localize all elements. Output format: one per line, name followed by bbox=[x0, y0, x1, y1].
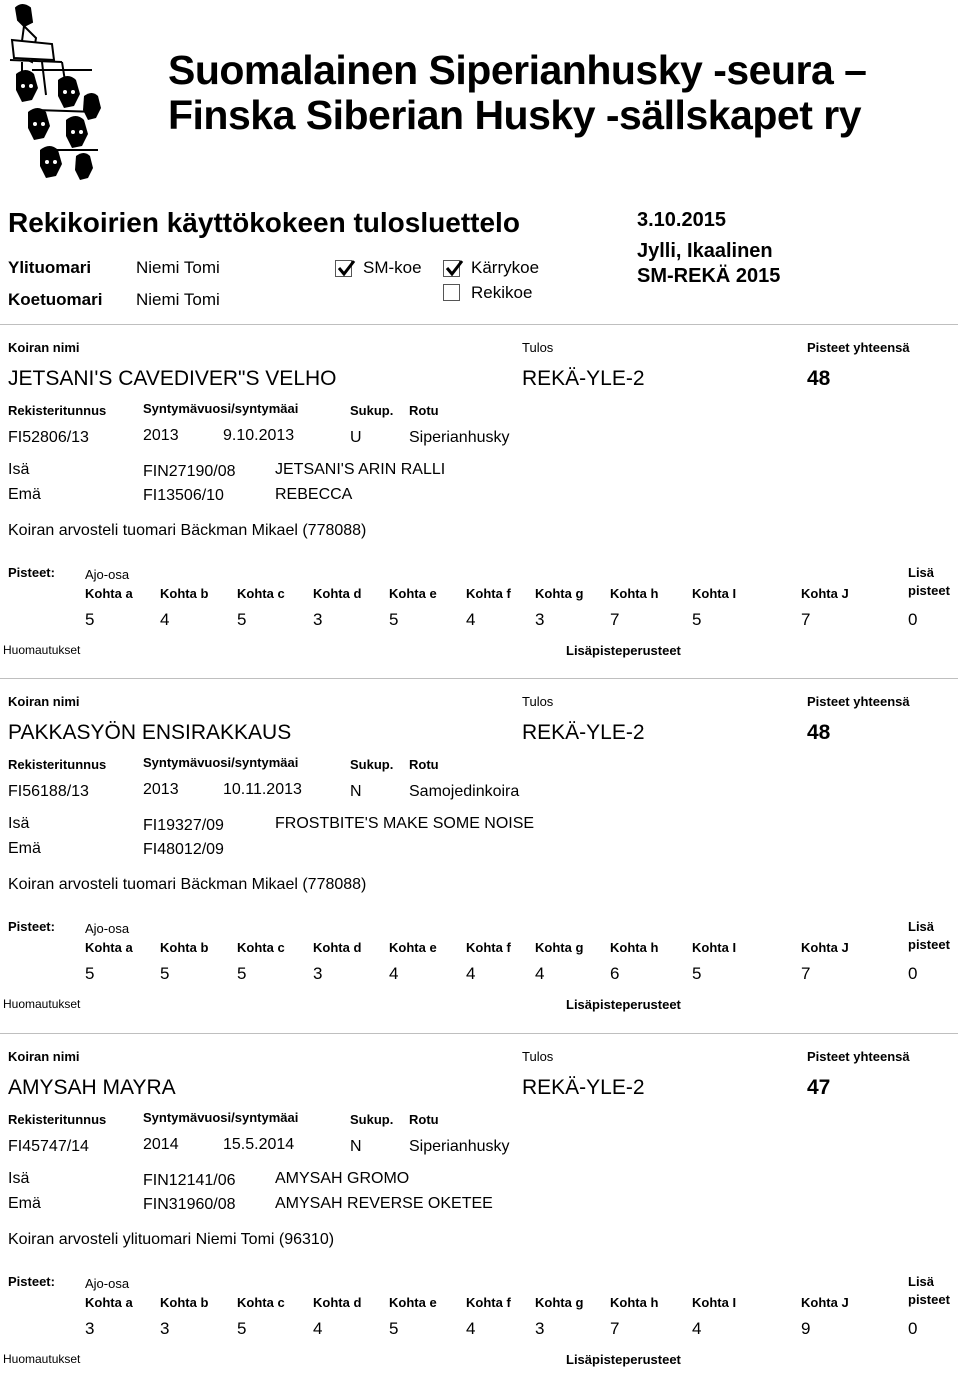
section-header-8: Kohta I bbox=[692, 1295, 737, 1310]
section-score: 3 bbox=[85, 1319, 95, 1338]
extra-points-label-top: Lisä bbox=[908, 1274, 935, 1289]
section-header-0: Kohta a bbox=[85, 1295, 133, 1310]
section-header-6: Kohta g bbox=[535, 586, 584, 601]
section-score: 4 bbox=[466, 1319, 476, 1338]
section-header-5: Kohta f bbox=[466, 586, 511, 601]
divider bbox=[0, 678, 958, 679]
karrykoe-label: Kärrykoe bbox=[471, 258, 540, 277]
sire-name: AMYSAH GROMO bbox=[275, 1170, 410, 1187]
event-name: SM-REKÄ 2015 bbox=[637, 265, 781, 287]
judged-by: Koiran arvosteli tuomari Bäckman Mikael (778088) bbox=[8, 522, 367, 539]
extra-points-value: 0 bbox=[908, 610, 918, 629]
event-place: Jylli, Ikaalinen bbox=[637, 240, 773, 262]
reg-number: FI52806/13 bbox=[8, 429, 89, 446]
section-score: 5 bbox=[85, 964, 95, 983]
sex: N bbox=[350, 783, 362, 800]
trial-judge-value: Niemi Tomi bbox=[136, 290, 220, 309]
section-header-9: Kohta J bbox=[801, 586, 849, 601]
event-date: 3.10.2015 bbox=[637, 209, 726, 231]
sire-reg: FI19327/09 bbox=[143, 817, 224, 834]
karrykoe-checkbox[interactable] bbox=[443, 260, 460, 277]
birth-year: 2013 bbox=[143, 781, 179, 798]
section-score: 6 bbox=[610, 964, 620, 983]
section-score: 4 bbox=[160, 610, 170, 629]
section-header-7: Kohta h bbox=[610, 1295, 659, 1310]
husky-sled-logo bbox=[2, 0, 114, 196]
sex-label: Sukup. bbox=[350, 757, 394, 772]
section-header-8: Kohta I bbox=[692, 940, 737, 955]
section-score: 9 bbox=[801, 1319, 811, 1338]
section-score: 3 bbox=[160, 1319, 170, 1338]
ajo-osa-label: Ajo-osa bbox=[85, 567, 130, 582]
section-score: 5 bbox=[389, 610, 399, 629]
judged-by: Koiran arvosteli tuomari Bäckman Mikael (778088) bbox=[8, 876, 367, 893]
sm-koe-checkbox[interactable] bbox=[335, 260, 352, 277]
section-score: 4 bbox=[466, 610, 476, 629]
extra-points-value: 0 bbox=[908, 1319, 918, 1338]
dog-name: AMYSAH MAYRA bbox=[8, 1076, 176, 1099]
points-label: Pisteet: bbox=[8, 1274, 55, 1289]
section-header-2: Kohta c bbox=[237, 1295, 285, 1310]
sire-reg: FIN12141/06 bbox=[143, 1172, 236, 1189]
sire-name: JETSANI'S ARIN RALLI bbox=[275, 461, 446, 478]
rekikoe-label: Rekikoe bbox=[471, 283, 533, 302]
section-header-5: Kohta f bbox=[466, 940, 511, 955]
sex-label: Sukup. bbox=[350, 403, 394, 418]
birth-year: 2013 bbox=[143, 427, 179, 444]
breed-label: Rotu bbox=[409, 1112, 439, 1127]
section-score: 5 bbox=[692, 964, 702, 983]
section-header-0: Kohta a bbox=[85, 586, 133, 601]
section-score: 4 bbox=[313, 1319, 323, 1338]
section-score: 4 bbox=[466, 964, 476, 983]
dog-total: 48 bbox=[807, 721, 831, 744]
section-score: 3 bbox=[535, 1319, 545, 1338]
dam-reg: FI13506/10 bbox=[143, 487, 224, 504]
points-label: Pisteet: bbox=[8, 919, 55, 934]
dog-name: PAKKASYÖN ENSIRAKKAUS bbox=[8, 721, 292, 744]
birth-date: 10.11.2013 bbox=[223, 781, 302, 798]
section-score: 5 bbox=[237, 964, 247, 983]
section-score: 4 bbox=[535, 964, 545, 983]
sm-koe-label: SM-koe bbox=[363, 258, 422, 277]
remarks-label: Huomautukset bbox=[3, 643, 81, 657]
section-header-2: Kohta c bbox=[237, 940, 285, 955]
section-header-8: Kohta I bbox=[692, 586, 737, 601]
sire-name: FROSTBITE'S MAKE SOME NOISE bbox=[275, 815, 535, 832]
birth-year: 2014 bbox=[143, 1136, 179, 1153]
extra-points-value: 0 bbox=[908, 964, 918, 983]
section-header-3: Kohta d bbox=[313, 940, 362, 955]
section-header-4: Kohta e bbox=[389, 940, 437, 955]
dog-name: JETSANI'S CAVEDIVER"S VELHO bbox=[8, 367, 337, 390]
birth-date: 15.5.2014 bbox=[223, 1136, 295, 1153]
section-score: 5 bbox=[160, 964, 170, 983]
breed-label: Rotu bbox=[409, 403, 439, 418]
section-header-5: Kohta f bbox=[466, 1295, 511, 1310]
section-score: 5 bbox=[237, 1319, 247, 1338]
trial-judge-label: Koetuomari bbox=[8, 290, 103, 309]
judged-by: Koiran arvosteli ylituomari Niemi Tomi (96310) bbox=[8, 1231, 335, 1248]
section-header-2: Kohta c bbox=[237, 586, 285, 601]
section-header-4: Kohta e bbox=[389, 1295, 437, 1310]
breed-label: Rotu bbox=[409, 757, 439, 772]
section-header-4: Kohta e bbox=[389, 586, 437, 601]
ajo-osa-label: Ajo-osa bbox=[85, 1276, 130, 1291]
chief-judge-label: Ylituomari bbox=[8, 258, 92, 277]
section-score: 4 bbox=[389, 964, 399, 983]
chief-judge-value: Niemi Tomi bbox=[136, 258, 220, 277]
rekikoe-checkbox[interactable] bbox=[443, 284, 460, 301]
breed: Samojedinkoira bbox=[409, 783, 520, 800]
section-score: 5 bbox=[692, 610, 702, 629]
dam-reg: FIN31960/08 bbox=[143, 1196, 236, 1213]
dog-name-label: Koiran nimi bbox=[8, 694, 80, 709]
section-header-0: Kohta a bbox=[85, 940, 133, 955]
sire-label: Isä bbox=[8, 461, 30, 478]
reg-label: Rekisteritunnus bbox=[8, 757, 107, 772]
extra-basis-label: Lisäpisteperusteet bbox=[566, 643, 681, 658]
section-score: 5 bbox=[237, 610, 247, 629]
dog-result: REKÄ-YLE-2 bbox=[522, 1076, 645, 1099]
dam-label: Emä bbox=[8, 840, 41, 857]
section-score: 3 bbox=[535, 610, 545, 629]
dog-result: REKÄ-YLE-2 bbox=[522, 721, 645, 744]
org-name-line1: Suomalainen Siperianhusky -seura – bbox=[168, 47, 867, 93]
dam-name: AMYSAH REVERSE OKETEE bbox=[275, 1195, 493, 1212]
extra-points-label-top: Lisä bbox=[908, 919, 935, 934]
section-header-7: Kohta h bbox=[610, 586, 659, 601]
dog-total: 47 bbox=[807, 1076, 831, 1099]
dam-label: Emä bbox=[8, 486, 41, 503]
reg-number: FI56188/13 bbox=[8, 783, 89, 800]
birth-label: Syntymävuosi/syntymäai bbox=[143, 755, 299, 770]
extra-points-label-bottom: pisteet bbox=[908, 937, 950, 952]
section-score: 7 bbox=[610, 1319, 620, 1338]
section-header-3: Kohta d bbox=[313, 586, 362, 601]
total-label: Pisteet yhteensä bbox=[807, 1049, 910, 1064]
sex: N bbox=[350, 1138, 362, 1155]
result-label: Tulos bbox=[522, 340, 554, 355]
reg-label: Rekisteritunnus bbox=[8, 403, 107, 418]
section-header-9: Kohta J bbox=[801, 1295, 849, 1310]
reg-label: Rekisteritunnus bbox=[8, 1112, 107, 1127]
org-name-line2: Finska Siberian Husky -sällskapet ry bbox=[168, 92, 861, 138]
reg-number: FI45747/14 bbox=[8, 1138, 89, 1155]
extra-basis-label: Lisäpisteperusteet bbox=[566, 1352, 681, 1367]
section-header-1: Kohta b bbox=[160, 1295, 209, 1310]
extra-basis-label: Lisäpisteperusteet bbox=[566, 997, 681, 1012]
sire-label: Isä bbox=[8, 1170, 30, 1187]
birth-label: Syntymävuosi/syntymäai bbox=[143, 401, 299, 416]
sire-label: Isä bbox=[8, 815, 30, 832]
total-label: Pisteet yhteensä bbox=[807, 340, 910, 355]
section-score: 3 bbox=[313, 610, 323, 629]
dog-name-label: Koiran nimi bbox=[8, 340, 80, 355]
dog-name-label: Koiran nimi bbox=[8, 1049, 80, 1064]
dam-label: Emä bbox=[8, 1195, 41, 1212]
extra-points-label-bottom: pisteet bbox=[908, 583, 950, 598]
dog-result: REKÄ-YLE-2 bbox=[522, 367, 645, 390]
section-header-9: Kohta J bbox=[801, 940, 849, 955]
section-score: 7 bbox=[610, 610, 620, 629]
section-header-1: Kohta b bbox=[160, 586, 209, 601]
section-header-6: Kohta g bbox=[535, 1295, 584, 1310]
section-header-3: Kohta d bbox=[313, 1295, 362, 1310]
section-score: 4 bbox=[692, 1319, 702, 1338]
dog-total: 48 bbox=[807, 367, 831, 390]
sex: U bbox=[350, 429, 362, 446]
extra-points-label-top: Lisä bbox=[908, 565, 935, 580]
dam-name: REBECCA bbox=[275, 486, 353, 503]
remarks-label: Huomautukset bbox=[3, 1352, 81, 1366]
result-label: Tulos bbox=[522, 1049, 554, 1064]
total-label: Pisteet yhteensä bbox=[807, 694, 910, 709]
section-score: 3 bbox=[313, 964, 323, 983]
result-label: Tulos bbox=[522, 694, 554, 709]
section-header-1: Kohta b bbox=[160, 940, 209, 955]
birth-label: Syntymävuosi/syntymäai bbox=[143, 1110, 299, 1125]
divider bbox=[0, 1033, 958, 1034]
breed: Siperianhusky bbox=[409, 429, 510, 446]
section-score: 5 bbox=[85, 610, 95, 629]
section-header-6: Kohta g bbox=[535, 940, 584, 955]
breed: Siperianhusky bbox=[409, 1138, 510, 1155]
document-title: Rekikoirien käyttökokeen tulosluettelo bbox=[8, 207, 520, 238]
extra-points-label-bottom: pisteet bbox=[908, 1292, 950, 1307]
section-score: 5 bbox=[389, 1319, 399, 1338]
sex-label: Sukup. bbox=[350, 1112, 394, 1127]
remarks-label: Huomautukset bbox=[3, 997, 81, 1011]
dam-reg: FI48012/09 bbox=[143, 841, 224, 858]
birth-date: 9.10.2013 bbox=[223, 427, 295, 444]
ajo-osa-label: Ajo-osa bbox=[85, 921, 130, 936]
section-score: 7 bbox=[801, 610, 811, 629]
section-header-7: Kohta h bbox=[610, 940, 659, 955]
section-score: 7 bbox=[801, 964, 811, 983]
points-label: Pisteet: bbox=[8, 565, 55, 580]
divider bbox=[0, 324, 958, 325]
sire-reg: FIN27190/08 bbox=[143, 463, 236, 480]
